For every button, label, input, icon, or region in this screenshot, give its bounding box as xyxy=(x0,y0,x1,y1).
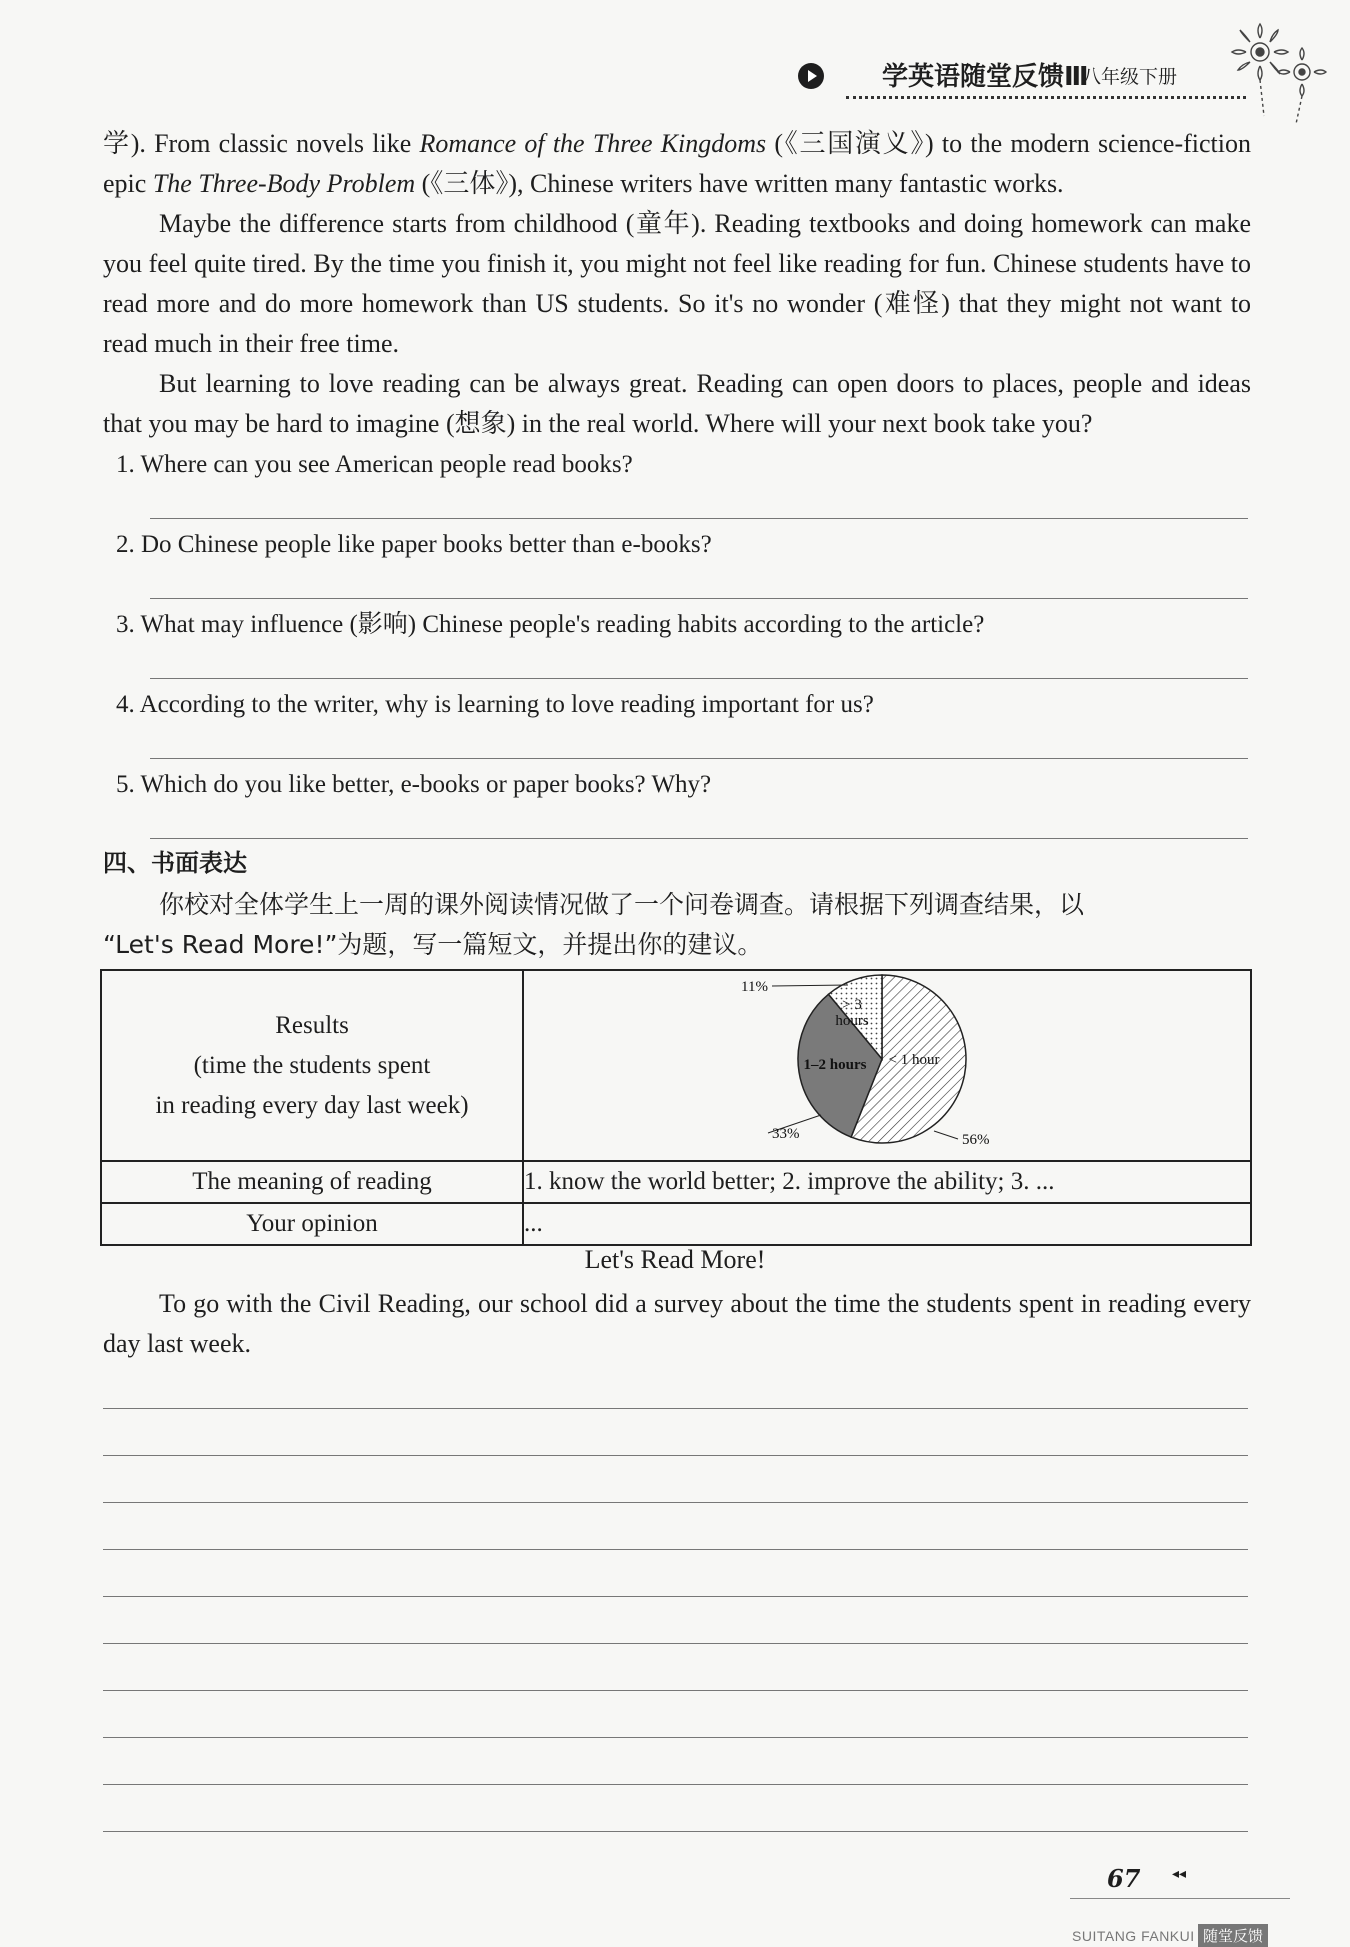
double-arrow-icon: ◂◂ xyxy=(1172,1866,1187,1882)
pie-percent-label-1: 33% xyxy=(772,1126,800,1142)
footer-badge: 随堂反馈 xyxy=(1198,1924,1268,1947)
answer-line-2[interactable] xyxy=(150,598,1248,599)
page-number: 67 xyxy=(1107,1864,1141,1893)
opinion-row xyxy=(101,1203,1251,1245)
writing-line[interactable] xyxy=(103,1408,1248,1409)
results-label-1: Results xyxy=(275,1011,349,1039)
essay-title: Let's Read More! xyxy=(584,1245,766,1274)
results-label-3: in reading every day last week) xyxy=(155,1091,469,1119)
book-title: 学英语随堂反馈Ⅲ xyxy=(882,62,1089,92)
pie-percent-label-0: 56% xyxy=(962,1132,990,1148)
writing-line[interactable] xyxy=(103,1737,1248,1738)
book-subtitle: 八年级下册 xyxy=(1082,66,1178,88)
meaning-value: 1. know the world better; 2. improve the ability; 3. ... xyxy=(523,1161,1251,1203)
pie-slice-label-1: 1–2 hours xyxy=(803,1057,867,1073)
section-heading: 四、书面表达 xyxy=(103,849,247,877)
instruction-line-2: “Let's Read More!”为题，写一篇短文，并提出你的建议。 xyxy=(103,930,763,959)
question-1: 1. Where can you see American people read books? xyxy=(116,451,633,478)
play-icon xyxy=(798,63,824,89)
chart-cell xyxy=(523,970,1251,1161)
passage-paragraph-2: Maybe the difference starts from childhood (童年). Reading textbooks and doing homework can make you feel quite tired. By the time you finish it, you might not feel like reading for fun. Chinese students have to read more and do more homework than US students. So it's no wonder (难怪) that they might not want to read much in their free time. xyxy=(103,209,1251,358)
meaning-label: The meaning of reading xyxy=(101,1161,523,1203)
footer-brand: SUITANG FANKUI xyxy=(1072,1928,1195,1944)
pie-percent-label-2: 11% xyxy=(741,979,768,995)
answer-line-4[interactable] xyxy=(150,758,1248,759)
writing-line[interactable] xyxy=(103,1596,1248,1597)
meaning-row xyxy=(101,1161,1251,1203)
passage-paragraph-1: 学). From classic novels like Romance of the Three Kingdoms (《三国演义》) to the modern science-fiction epic The Three-Body Problem (《三体》), Chinese writers have written many fantastic works. xyxy=(103,129,1251,198)
footer-rule xyxy=(1070,1898,1290,1899)
pie-slice-label-2: > 3 xyxy=(842,997,862,1013)
pie-slice-label-2-line-2: hours xyxy=(835,1013,869,1029)
writing-line[interactable] xyxy=(103,1455,1248,1456)
question-3: 3. What may influence (影响) Chinese people's reading habits according to the article? xyxy=(116,611,985,638)
header-dotted-rule xyxy=(846,96,1246,99)
passage-paragraph-3: But learning to love reading can be always great. Reading can open doors to places, people and ideas that you may be hard to imagine (想象) in the real world. Where will your next book take you? xyxy=(103,369,1251,438)
results-label-2: (time the students spent xyxy=(193,1051,431,1079)
writing-line[interactable] xyxy=(103,1549,1248,1550)
reading-time-pie-chart xyxy=(524,971,1250,1153)
question-2: 2. Do Chinese people like paper books better than e-books? xyxy=(116,531,712,558)
question-5: 5. Which do you like better, e-books or paper books? Why? xyxy=(116,771,712,798)
pie-slice-label-0: < 1 hour xyxy=(888,1052,940,1068)
opinion-label: Your opinion xyxy=(101,1203,523,1245)
essay-opening: To go with the Civil Reading, our school did a survey about the time the students spent in reading every day last week. xyxy=(103,1289,1251,1358)
results-row xyxy=(101,970,1251,1161)
writing-line[interactable] xyxy=(103,1831,1248,1832)
results-label-cell xyxy=(101,970,523,1161)
answer-line-1[interactable] xyxy=(150,518,1248,519)
answer-line-5[interactable] xyxy=(150,838,1248,839)
epic-title: The Three-Body Problem xyxy=(152,169,416,198)
writing-line[interactable] xyxy=(103,1502,1248,1503)
novel-title: Romance of the Three Kingdoms xyxy=(419,129,767,158)
pie-leader-line-0 xyxy=(934,1131,958,1139)
writing-line[interactable] xyxy=(103,1643,1248,1644)
writing-line[interactable] xyxy=(103,1784,1248,1785)
opinion-value[interactable]: ... xyxy=(523,1203,1251,1245)
survey-table xyxy=(100,969,1252,1246)
writing-line[interactable] xyxy=(103,1690,1248,1691)
pie-leader-line-2 xyxy=(772,985,848,986)
answer-line-3[interactable] xyxy=(150,678,1248,679)
instruction-line-1: 你校对全体学生上一周的课外阅读情况做了一个问卷调查。请根据下列调查结果，以 xyxy=(159,890,1085,919)
question-4: 4. According to the writer, why is learning to love reading important for us? xyxy=(116,691,874,718)
sunflower-icon xyxy=(1224,16,1334,126)
